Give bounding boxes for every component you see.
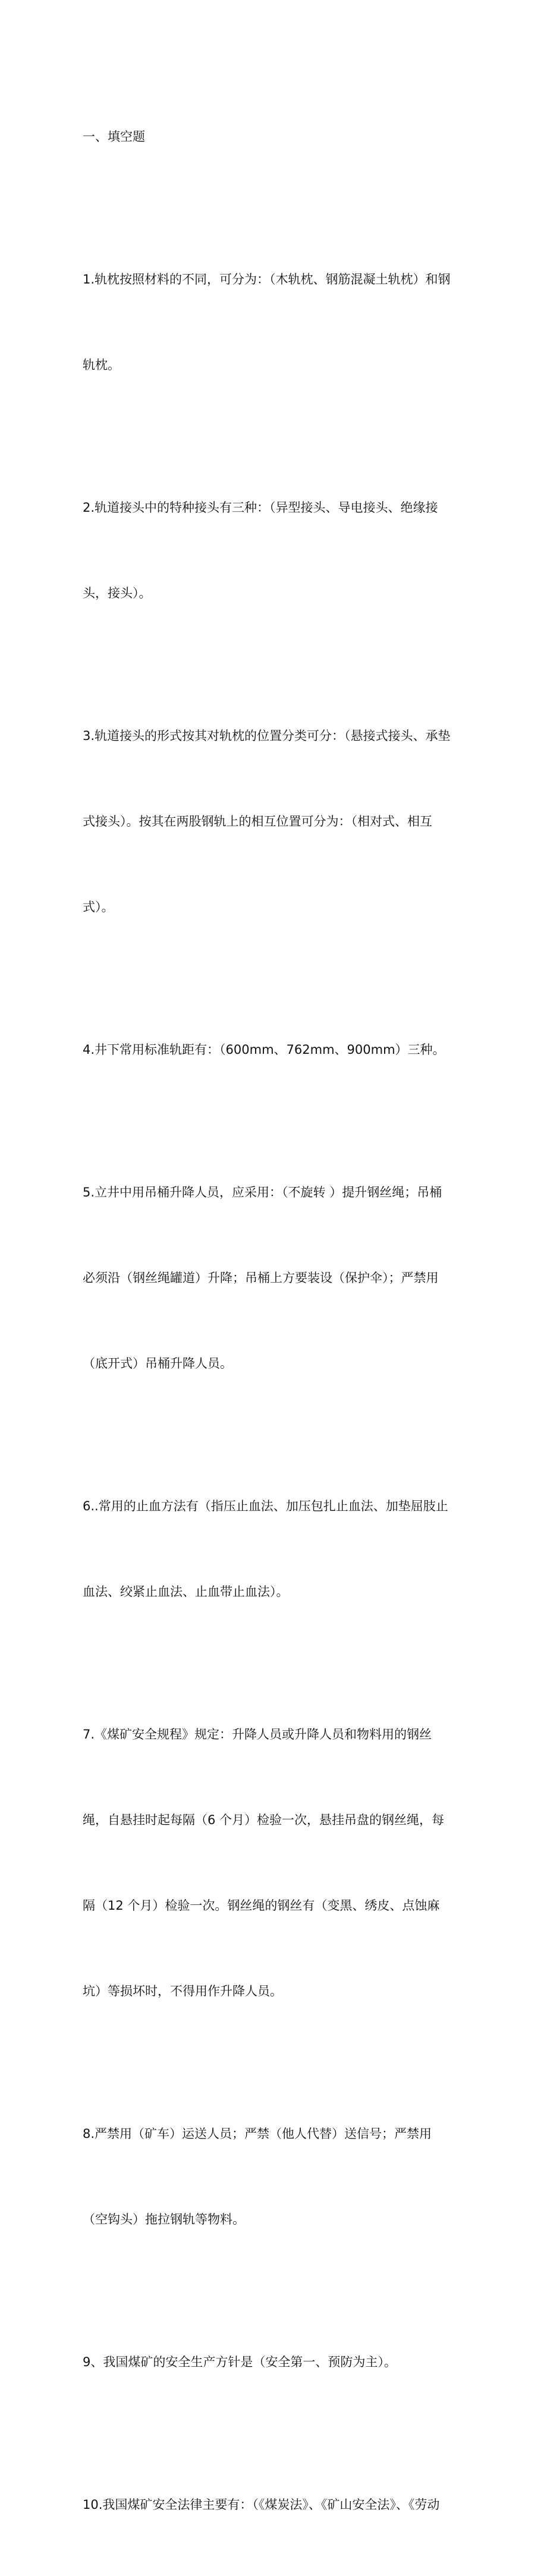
- question-line: 式）。: [83, 900, 114, 914]
- question-line: （空钩头）拖拉钢轨等物料。: [83, 2212, 245, 2227]
- section-title: [83, 65, 463, 208]
- question-line: 5.立井中用吊桶升降人员，应采用：（不旋转 ）提升钢丝绳；吊桶: [83, 1185, 442, 1199]
- question-line: 10.我国煤矿安全法律主要有：（《煤炭法》、《矿山安全法》、《劳动: [83, 2498, 440, 2512]
- question-10: [83, 2433, 463, 2576]
- question-7: [83, 1663, 463, 2062]
- question-line: 绳，自悬挂时起每隔（6 个月）检验一次，悬挂吊盘的钢丝绳，每: [83, 1813, 445, 1827]
- question-9: [83, 2291, 463, 2433]
- question-line: 必须沿（钢丝绳罐道）升降；吊桶上方要装设（保护伞）；严禁用: [83, 1271, 439, 1285]
- question-line: 6..常用的止血方法有（指压止血法、加压包扎止血法、加垫屈肢止: [83, 1499, 448, 1513]
- question-line: 隔（12 个月）检验一次。钢丝绳的钢丝有（变黑、绣皮、点蚀麻: [83, 1898, 440, 1913]
- question-4: [83, 978, 463, 1121]
- question-line: 8.严禁用（矿车）运送人员；严禁（他人代替）送信号；严禁用: [83, 2127, 432, 2141]
- question-6: [83, 1435, 463, 1663]
- question-line: 坑）等损坏时，不得用作升降人员。: [83, 1984, 282, 1998]
- question-line: 3.轨道接头的形式按其对轨枕的位置分类可分：（悬接式接头、承垫: [83, 729, 451, 743]
- question-line: 4.井下常用标准轨距有：（600mm、762mm、900mm）三种。: [83, 1043, 445, 1057]
- question-1: [83, 208, 463, 436]
- question-line: 9、我国煤矿的安全生产方针是（安全第一、预防为主）。: [83, 2355, 397, 2369]
- question-line: 轨枕。: [83, 358, 120, 372]
- question-2: [83, 436, 463, 665]
- question-line: 1.轨枕按照材料的不同，可分为：（木轨枕、钢筋混凝土轨枕）和钢: [83, 272, 451, 286]
- document-body: [83, 65, 463, 2576]
- section-title-text: 一、填空题: [83, 130, 145, 144]
- question-5: [83, 1121, 463, 1435]
- question-line: 7.《煤矿安全规程》规定：升降人员或升降人员和物料用的钢丝: [83, 1727, 432, 1742]
- question-line: 头，接头）。: [83, 586, 152, 600]
- question-line: 2.轨道接头中的特种接头有三种：（异型接头、导电接头、绝缘接: [83, 500, 438, 515]
- question-8: [83, 2062, 463, 2291]
- question-line: （底开式）吊桶升降人员。: [83, 1356, 232, 1371]
- question-3: [83, 665, 463, 978]
- question-line: 式接头）。按其在两股钢轨上的相互位置可分为：（相对式、相互: [83, 814, 432, 829]
- question-line: 血法、绞紧止血法、止血带止血法）。: [83, 1585, 289, 1599]
